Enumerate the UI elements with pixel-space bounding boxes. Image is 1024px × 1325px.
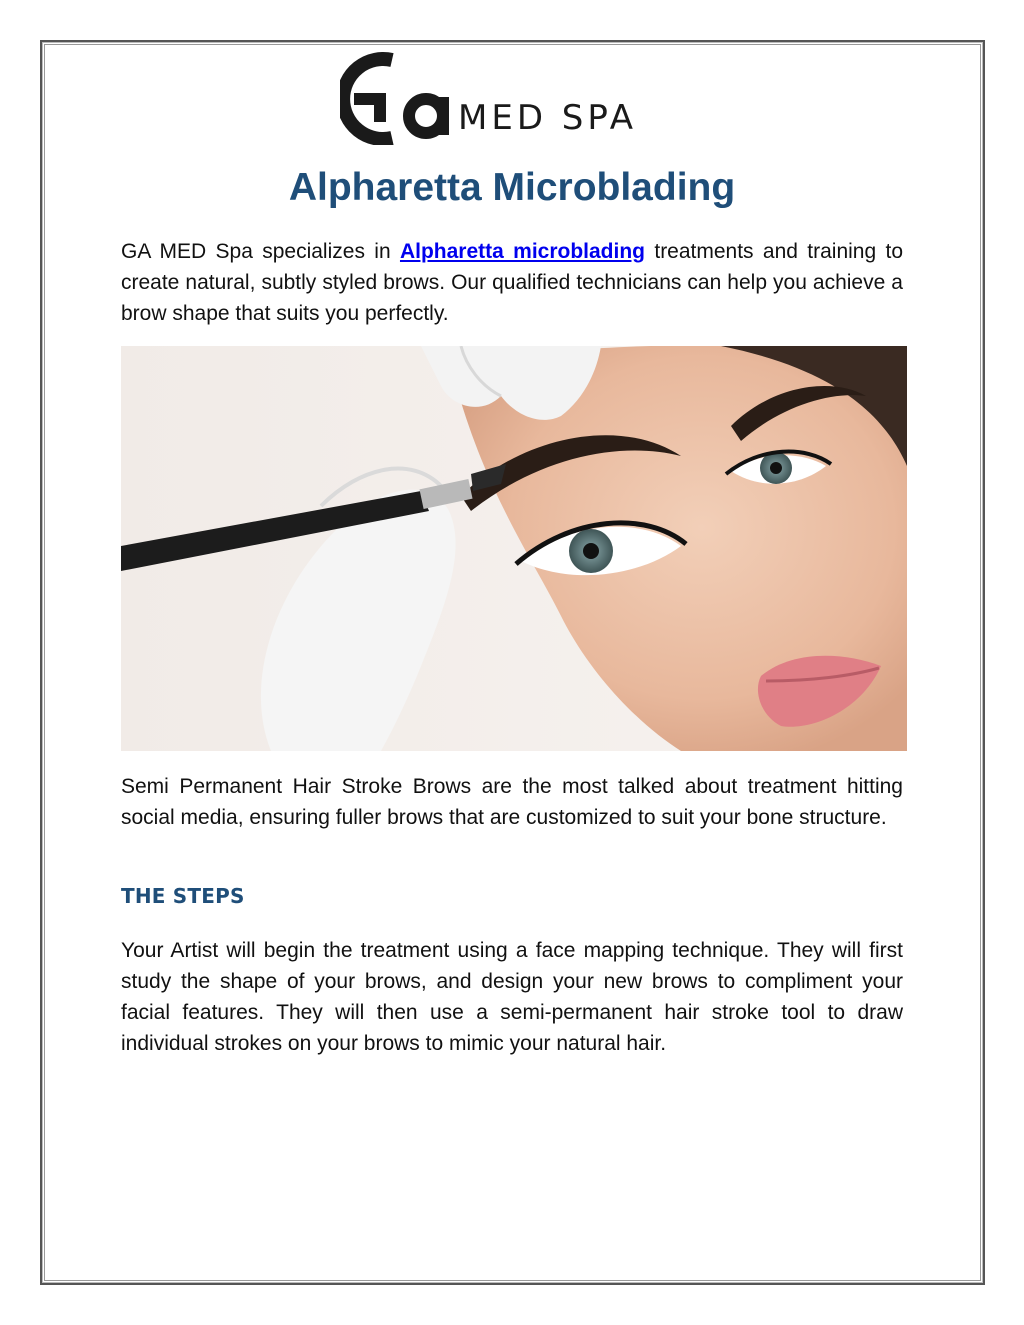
alpharetta-microblading-link[interactable]: Alpharetta microblading: [399, 240, 646, 263]
brows-paragraph: Semi Permanent Hair Stroke Brows are the most talked about treatment hitting social media, ensuring fuller brows that are customized to suit your bone structure.: [121, 775, 903, 829]
section-heading-the-steps: THE STEPS: [121, 884, 245, 908]
steps-paragraph: Your Artist will begin the treatment using a face mapping technique. They will first study the shape of your brows, and design your new brows to compliment your facial features. They will then use a semi-permanent hair stroke tool to draw individual strokes on your brows to mimic your natural hair.: [121, 939, 903, 1055]
microblading-photo-icon: [121, 346, 907, 751]
ga-logo-mark-icon: [340, 50, 460, 145]
intro-paragraph: [121, 236, 903, 329]
intro-text-after: treatments and training to create natural, subtly styled brows. Our qualified technicians can help you achieve a brow shape that suits you perfectly.: [121, 240, 903, 325]
page-title: Alpharetta Microblading: [288, 166, 736, 209]
intro-text-before: GA MED Spa specializes in: [121, 240, 400, 263]
logo-text: MED SPA: [458, 98, 637, 138]
ga-med-spa-logo: [340, 50, 660, 145]
microblading-photo: [121, 346, 907, 751]
